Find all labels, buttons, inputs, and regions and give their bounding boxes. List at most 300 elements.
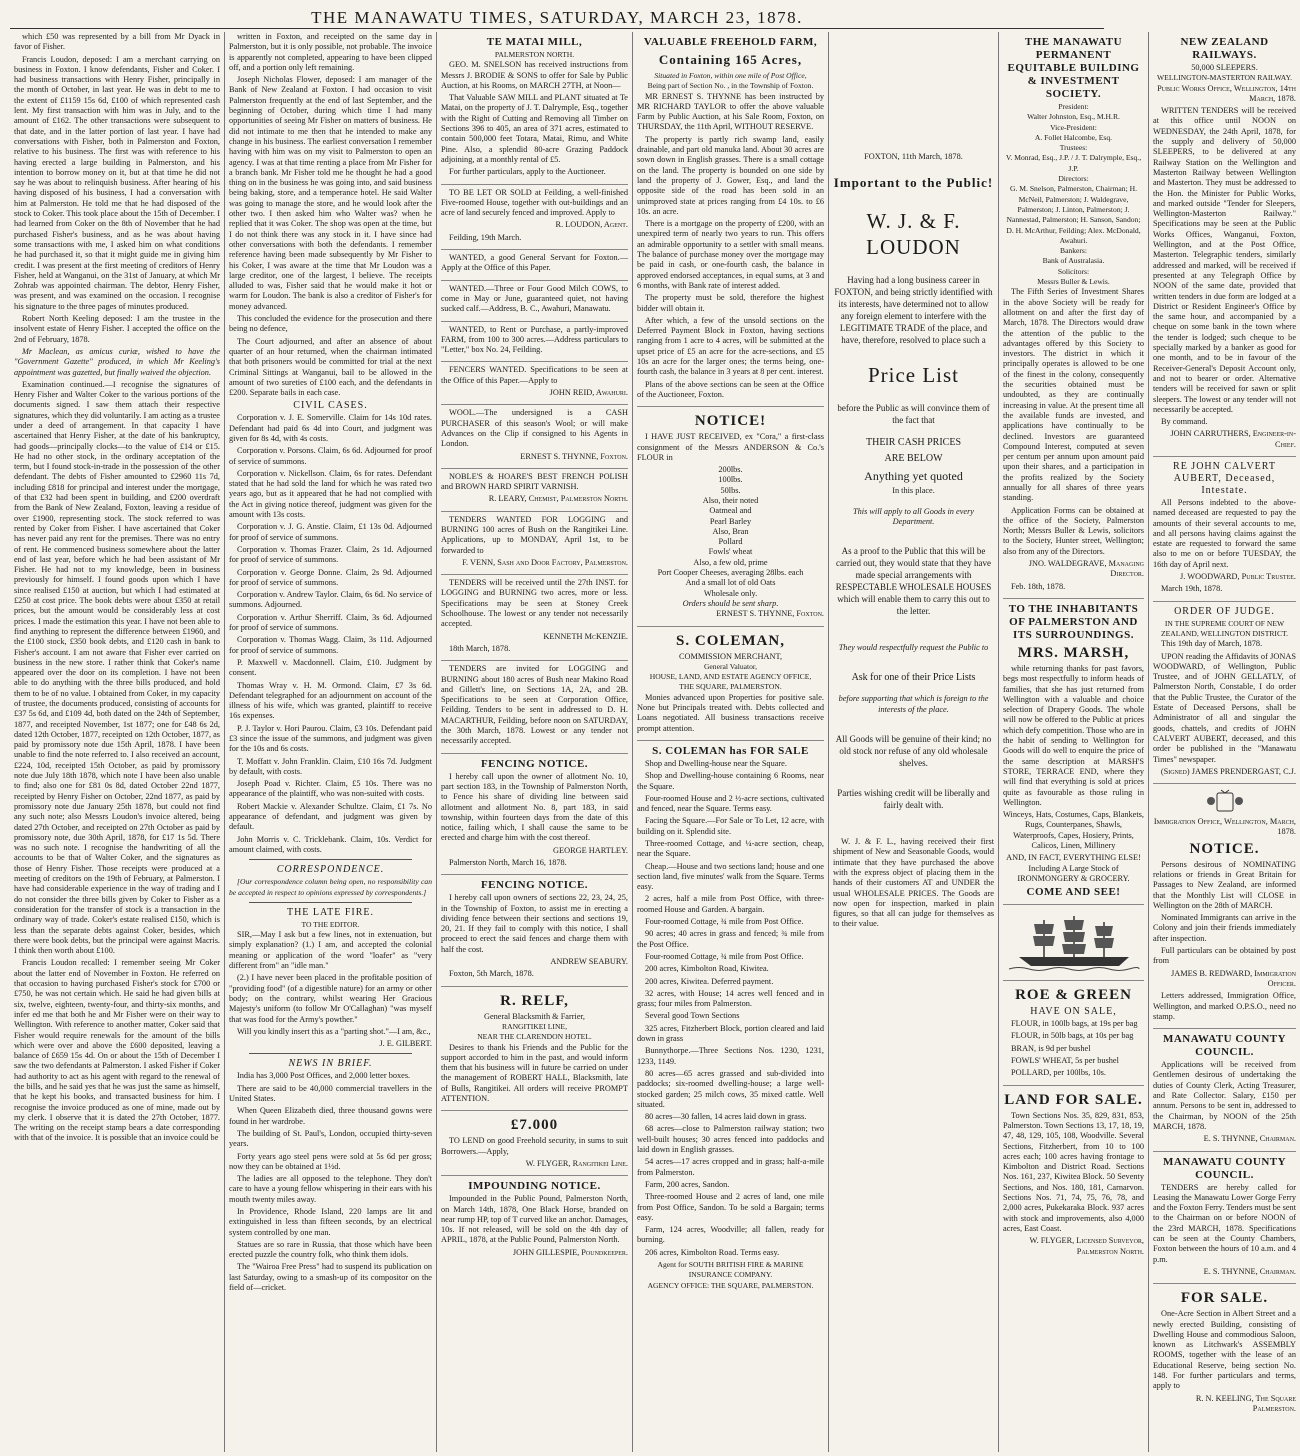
advert-freehold-farm: [637, 32, 824, 407]
advert-relf-blacksmith: [441, 987, 628, 1112]
advert-subtitle: HOUSE, LAND, AND ESTATE AGENCY OFFICE,: [649, 672, 812, 682]
spacer: [833, 655, 994, 663]
signature: J. E. GILBERT.: [379, 1039, 432, 1049]
advert-text: before the Public as will convince them of the fact that: [837, 403, 990, 426]
advert-text: Messrs Buller & Lewis.: [1037, 277, 1110, 287]
paragraph: Examination continued.—I recognise the signatures of Henry Fisher and Walter Coker to the various portions of the documents signed. I saw them attach their respective signatures, which they did voluntarily. I am acting as a trustee under a deed of arrangement. In that capacity I have ascertained that Henry Fisher, at the date of his bankruptcy, had goods—principally clocks—to the value of £14 or £15. He had no other stock, in the ordinary acceptation of the term, but I found stock-in-trade in the possession of the other defendant. The debts of Fisher amounted to £2960 11s 7d, including £818 for principal and interest under the mortgage, of that £32 had been spent in building, and £200 overdraft from the Bank of New Zealand, Foxton, leaving a residue of over £1900, representing stock. The stock referred to was rented by Coker from Fisher. I have ascertained that Coker has never paid any rent for the premises. There was no entry of rent. He commenced business somewhere about the latter end of last year, before which he had been assistant of Mr Fisher. He had not to my knowledge, been in business previously for himself. I found goods upon which I have since realised £150 at auction, but which I had estimated at £250 at cost price. The book debts were about £350 at retail prices, but the amount would be considerably less at cost prices. I made the estimation this year. I have not been able to find anything to represent the difference between £1960, and the £100 stock, £350 book debts, and £120 cash in bank to Fisher's account. I am not aware that Fisher ever carried on business in the new store. I rather think that Coker's name appeared over the door on its completion. I have not been able to do anything with the three bills produced, and hold them to be of no value. I obtained from Coker, in my capacity of trustee, the documents produced, consisting of accounts for £37 5s 6d, and £109 4d, both dated on the 24th of September, 1877, and receipted November, 1st 1877; one for £48 6s 2d, dated 12th October, 1877, receipted on 12th October, 1877, as paid by promissory note due 15th April, 1878. I have been unable to find the note referred to. I also received an account, £224, 10d, receipted 15th October, as paid by promissory note due July 18th 1878, which note I have been also unable to find; also one for £81 0s 8d, dated October 22nd 1877, receipted by Henry Fisher on October, 22nd 1877, as paid by promissory note due January 25th 1878, but could not find any such note; also Messrs Loudon's invoice altered, being dated 27th October, and receipted on 27th October as paid by promissory note, due 30th April, 1878, for £17 1s 5d. There was no such note. I recognise the handwriting of all the accounts to be that of Walter Coker, and the signatures as those of Henry Fisher. Those receipts were produced at a meeting of creditors on the 19th of February, at Palmerston. I have had considerable experience in the way of trading and I do not consider the three bills given by Coker to Fisher as a consideration for the transfer of stock is a transaction in the ordinary way of trade. Coker's estate realised £150, which is less than the separate debts against Coker, besides, which there were book debts, but the principal were against Macris. I think then worth about £100.: [14, 379, 221, 956]
advert-date: Palmerston North, March 16, 1878.: [449, 858, 567, 867]
advert-title: ORDER OF JUDGE.: [1174, 605, 1275, 617]
sailing-ship-icon: [1009, 912, 1139, 972]
advert-text: TENDERS WANTED FOR LOGGING and BURNING 100 acres of Bush on the Rangitikei Line. Applications, up to MONDAY, April 1st, to be forwarded to: [441, 514, 628, 555]
advert-tenders-venn: [441, 512, 628, 575]
letter-salutation: TO THE EDITOR.: [301, 919, 360, 929]
section-heading: CORRESPONDENCE.: [276, 864, 385, 876]
advert-text: Orders should be sent sharp.: [682, 598, 779, 608]
advert-text: Monies advanced upon Properties for positive sale. None but Principals treated with. Debts collected and Loans negotiated. All business transactions receive prompt attention.: [637, 692, 824, 733]
spacer: [833, 144, 994, 152]
advert-wool: [441, 405, 628, 468]
advert-title: FENCING NOTICE.: [480, 757, 589, 770]
spacer: [833, 80, 994, 88]
advert-heading: Price List: [867, 363, 960, 388]
advert-text: By command.: [1161, 417, 1208, 427]
sale-item: 325 acres, Fitzherbert Block, portion cleared and laid down in grass: [637, 1023, 824, 1044]
advert-text: TO BE LET OR SOLD at Feilding, a well-finished Five-roomed House, together with out-buildings and an acre of land securely fenced and improved. Apply to: [441, 187, 628, 218]
advert-subtitle: Being part of Section No. , in the Township of Foxton.: [647, 81, 814, 91]
signature: R. LOUDON, Agent.: [555, 220, 628, 230]
spacer: [833, 40, 994, 48]
advert-ship-illustration: [1003, 905, 1144, 981]
signature: F. VENN, Sash and Door Factory, Palmerston.: [462, 557, 628, 567]
spacer: [833, 194, 994, 202]
letter-title: THE LATE FIRE.: [286, 906, 375, 918]
signature: JAMES B. REDWARD, Immigration Officer.: [1171, 968, 1296, 988]
advert-text: Town Sections Nos. 35, 829, 831, 853, Palmerston. Town Sections 13, 17, 18, 19, 47, 48, 129, 105, 108, Woodville. Several Sections, Fitzherbert, from 10 to 100 acres each; 100 acres having frontage to Kimbolton and District Road. Sections Nos. 161, 237, Kiwitea Block. 50 Seventy Sections, and Nos. 180, 181, Carnarvon. Sections Nos. 71, 74, 75, 76, 78, and 2,000 acres, Pukekaraka Block. 937 acres with stock and improvements, also 4,000 acres, East Coast.: [1003, 1110, 1144, 1233]
spacer: [833, 88, 994, 96]
advert-text: W. J. & F. L., having received their first shipment of New and Seasonable Goods, would intimate that they have purchased the above with the express object of placing them in the hands of their customers AT and UNDER the usual WHOLESALE PRICES. The Goods are now open for inspection, marked in plain figures, so that all can judge for themselves as to their value.: [833, 837, 994, 929]
paragraph: Will you kindly insert this as a "parting shot."—I am, &c.,: [237, 1026, 431, 1036]
signature: KENNETH McKENZIE.: [543, 631, 628, 641]
sale-item: 80 acres—65 acres grassed and sub-divided into paddocks; six-roomed dwelling-house; a large well-stocked garden; 25 milch cows, 35 mixed cattle. Well situated.: [637, 1068, 824, 1109]
price-item: FLOUR, in 50lb bags, at 10s per bag: [1011, 1031, 1134, 1041]
advert-label: Solicitors:: [1057, 266, 1090, 276]
advert-label: Vice-President:: [1050, 122, 1097, 132]
spacer: [833, 725, 994, 733]
advert-text: G. M. Snelson, Palmerston, Chairman; H. McNeil, Palmerston; J. Waldegrave, Palmerston; J. Linton, Palmerston; J. Nannestad, Palmerston; H. Sanson, Sandon; D. H. McArthur, Feilding; Alex. McDonald, Awahuri.: [1006, 184, 1141, 245]
advert-date: Feb. 18th, 1878.: [1011, 581, 1066, 591]
advert-text: Agent for SOUTH BRITISH FIRE & MARINE INSURANCE COMPANY.: [657, 1259, 804, 1280]
column-4: [633, 32, 829, 1452]
sale-item: Farm, 124 acres, Woodville; all fallen, ready for burning.: [637, 1225, 824, 1245]
civil-case: Corporation v. George Donne. Claim, 2s 9d. Adjourned for proof of service of summons.: [229, 567, 432, 587]
advert-title: TE MATAI MILL,: [486, 36, 583, 48]
civil-case: T. Moffatt v. John Franklin. Claim, £10 16s 7d. Judgment by default, with costs.: [229, 756, 432, 776]
civil-case: Corporation v. Arthur Sherriff. Claim, 3s 6d. Adjourned for proof of service of summons.: [229, 612, 432, 633]
advert-title: MANAWATU COUNTY COUNCIL.: [1162, 1033, 1287, 1059]
advert-text: I hereby call upon owners of sections 22, 23, 24, 25, in the Township of Foxton, to assist me in erecting a dividing fence between their sections and sections 19, 20, 21. If they fail to comply with this notice, I shall proceed to erect the said fences and charge them with half the cost.: [441, 893, 628, 954]
civil-case: Corporation v. J. G. Anstie. Claim, £1 13s 0d. Adjourned for proof of service of summons.: [229, 522, 432, 542]
signature: R. N. KEELING, The Square Palmerston.: [1195, 1393, 1296, 1413]
advert-aubert-estate: [1153, 457, 1296, 602]
advert-text: All Persons indebted to the above-named deceased are requested to pay the amounts of their several accounts to me, and all persons having claims against the estate are requested to forward the same also to me on or before TUESDAY, the 16th day of April next.: [1153, 497, 1296, 569]
advert-item: 50lbs.: [720, 485, 741, 495]
advert-text: WANTED, to Rent or Purchase, a partly-improved FARM, from 100 to 300 acres.—Address particulars to "Letter," box No. 24, Feilding.: [441, 324, 628, 355]
advert-tenders-macarthur: [441, 661, 628, 753]
coat-of-arms-icon: [1205, 789, 1245, 815]
sale-item: Four-roomed House and 2 ½-acre sections, cultivated and fenced, near the Square. Terms easy.: [637, 793, 824, 814]
advert-text: TENDERS are hereby called for Leasing the Manawatu Lower Gorge Ferry and the Foxton Ferry. Tenders must be sent to the Chairman on or before NOON of the 23rd MARCH, 1878. Specifications can be seen at the County Chambers, Foxton between the hours of 10 a.m. and 4 p.m.: [1153, 1182, 1296, 1264]
signature: ANDREW SEABURY.: [550, 957, 628, 967]
column-5: [829, 32, 999, 1452]
advert-title: S. COLEMAN,: [676, 632, 785, 649]
signature: W. FLYGER, Licensed Surveyor, Palmerston North.: [1029, 1236, 1144, 1256]
advert-item: Port Cooper Cheeses, averaging 28lbs. each: [657, 568, 804, 578]
advert-text: Anything yet quoted: [864, 469, 963, 484]
advert-date: Feilding, 19th March.: [449, 232, 522, 242]
advert-subtitle: 50,000 SLEEPERS.: [1191, 63, 1258, 72]
spacer: [833, 635, 994, 643]
signature: JOHN CARRUTHERS, Engineer-in-Chief.: [1170, 429, 1296, 449]
spacer: [833, 619, 994, 627]
column-3: [437, 32, 633, 1452]
advert-text: I hereby call upon the owner of allotment No. 10, part section 183, in the Township of Palmerston North, to Fence his share of dividing line between said allotment and allotment No. 8, part 183, in said township, within fourteen days from the date of this notice, failing which, I shall cause the same to be erected and charge him with the cost thereof.: [441, 771, 628, 843]
advert-text: GEO. M. SNELSON has received instructions from Messrs J. BRODIE & SONS to offer for Sale by Public Auction, at his Rooms, on MARCH 27TH, at Noon—: [441, 60, 628, 90]
advert-text: That Valuable SAW MILL and PLANT situated at Te Matai, on the property of J. T. Dalrymple, Esq., together with the Right of Cutting and Removing all Timber on Sections 396 to 405, an area of 371 acres, estimated to contain 500,000 feet Totara, Matai, Rimu, and White Pine. Also, a splendid 80-acre Grazing Paddock adjoining, at a monthly rental of £5.: [441, 93, 628, 164]
spacer: [833, 64, 994, 72]
signature: E. S. THYNNE, Chairman.: [1203, 1134, 1296, 1144]
advert-wanted-servant: [441, 250, 628, 281]
advert-date: 18th March, 1878.: [449, 643, 511, 653]
advert-subtitle: RANGITIKEI LINE,: [502, 1021, 567, 1031]
advert-text: The property must be sold, therefore the highest bidder will obtain it.: [637, 293, 824, 313]
advert-impounding: [441, 1176, 628, 1264]
spacer: [833, 627, 994, 635]
signature: JOHN REID, Awahuri.: [549, 388, 628, 398]
sale-item: 80 acres—30 fallen, 14 acres laid down in grass.: [645, 1112, 807, 1122]
spacer: [833, 136, 994, 144]
spacer: [833, 829, 994, 837]
spacer: [833, 120, 994, 128]
sale-item: 68 acres—close to Palmerston railway station; two well-built houses; 30 acres fenced into paddocks and laid down in English grasses.: [637, 1124, 824, 1155]
spacer: [833, 821, 994, 829]
sale-item: Three-roomed House and 2 acres of land, one mile from Post Office, Sandon. To be sold a Bargain; terms easy.: [637, 1192, 824, 1222]
signature: JOHN GILLESPIE, Poundkeeper.: [512, 1247, 628, 1257]
civil-case: Corporation v. Thomas Wagg. Claim, 3s 11d. Adjourned for proof of service of summons.: [229, 635, 432, 655]
advert-building-society: [1003, 32, 1144, 599]
advert-date: March 19th, 1878.: [1161, 584, 1223, 594]
advert-text: TENDERS will be received until the 27th INST. for LOGGING and BURNING two acres, more or less. Specifications may be seen at Stoney Creek Schoolhouse. The lowest or any tender not necessarily accepted.: [441, 578, 628, 629]
spacer: [833, 32, 994, 40]
news-item: The "Wairoa Free Press" had to suspend its publication on last Saturday, owing to a smash-up of its compositor on the field of—cricket.: [229, 1262, 432, 1293]
advert-date: FOXTON, 11th March, 1878.: [864, 152, 963, 161]
advert-title: FENCING NOTICE.: [480, 879, 589, 892]
sale-item: Facing the Square.—For Sale or To Let, 12 acre, with building on it. Splendid site.: [637, 816, 824, 836]
spacer: [833, 686, 994, 694]
advert-text: Applications will be received from Gentlemen desirous of undertaking the duties of County Clerk, Acting Treasurer, and Rate Collector. Salary, £150 per annum. Persons to be sent in, addressed to the Chairman, by NOON of the 25th MARCH, 1878.: [1153, 1060, 1296, 1131]
news-item: Forty years ago steel pens were sold at 5s 6d per gross; now they can be obtained at 1½d.: [229, 1151, 432, 1171]
spacer: [833, 112, 994, 120]
civil-case: Corporation v. J. E. Somerville. Claim for 14s 10d rates. Defendant had paid 6s 4d into Court, and judgment was given for 8s 4d, with 4s costs.: [229, 413, 432, 443]
advert-label: Bankers:: [1060, 246, 1087, 256]
price-item: BRAN, is 9d per bushel: [1011, 1043, 1091, 1053]
civil-case: Corporation v. Thomas Frazer. Claim, 2s 1d. Adjourned for proof of service of summons.: [229, 544, 432, 565]
paragraph: (2.) I have never been placed in the profitable position of "providing food" (of a digestible nature) for an army or other body; on the contrary, whilst wearing Her Gracious Majesty's uniform (to follow Mr O'Callaghan) "was myself that was food for the Army's powther.": [229, 973, 432, 1024]
advert-label: Trustees:: [1059, 143, 1088, 153]
advert-title: R. RELF,: [500, 992, 569, 1009]
advert-subtitle: COMMISSION MERCHANT,: [678, 651, 783, 661]
spacer: [833, 537, 994, 545]
sale-item: 206 acres, Kimbolton Road. Terms easy.: [645, 1247, 780, 1257]
advert-text: before supporting that which is foreign to the interests of the place.: [838, 694, 989, 714]
advert-immigration-notice: [1153, 784, 1296, 1029]
advert-order-of-judge: [1153, 602, 1296, 784]
advert-text: Walter Johnston, Esq., M.H.R.: [1027, 112, 1120, 122]
advert-title: LAND FOR SALE.: [1004, 1091, 1143, 1108]
sale-item: Farm, 200 acres, Sandon.: [645, 1179, 730, 1189]
civil-case: Corporation v. Nickellson. Claim, 6s for rates. Defendant stated that he had sold the land for which he was rated two years ago, but as it appeared that he had not complied with the Act in giving notice thereof, judgment was given for the amount with 13s costs.: [229, 468, 432, 520]
advert-subtitle: THE SQUARE, PALMERSTON.: [679, 682, 782, 692]
civil-case: Thomas Wray v. H. M. Ormond. Claim, £7 3s 6d. Defendant telegraphed for an adjournment on account of the illness of his wife, which was granted, plaintiff to receive 16s expenses.: [229, 680, 432, 721]
advert-text: Full particulars can be obtained by post from: [1153, 946, 1296, 966]
news-item: There are said to be 40,000 commercial travellers in the United States.: [229, 1083, 432, 1104]
sale-item: 32 acres, with House; 14 acres well fenced and in grass; four miles from Palmerston.: [637, 988, 824, 1009]
advert-text: Bank of Australasia.: [1042, 256, 1105, 266]
signature: (Signed) JAMES PRENDERGAST, C.J.: [1160, 766, 1296, 776]
paragraph: Joseph Nicholas Flower, deposed: I am manager of the Bank of New Zealand at Foxton. I had occasion to visit Palmerston frequently at the end of last September, and the beginning of October, during which time I had many opportunities of seeing Mr Fisher on matters of business. He did not intimate to me then that he intended to make any change in his business. The earliest conversation I remember having with him was on my visit to Palmerston to open an agency. I was at that time renting a place from Mr Fisher for a branch bank. Mr Fisher told me he thought he had a good thing on in the business he was going into, and said business being baking, store, and a temperance hotel. He said Walter was going to manage the store, and he would look after the other two. I then asked him who Walter was? when he replied that it was Coker. The shop was open at the time, but I do not think there was any stock in it. I have since had other conversations with both the defendants. I remember reference having been made subsequently by Mr Fisher to his Coker, I was aware at the time that Mr Loudon was a large creditor, one of the largest, I believe. The receipts alluded to was, Fisher said that he would make it hot or warm for Loudon. The bank is also a creditor of Fisher's for money advanced.: [229, 75, 432, 311]
advert-text: They would respectfully request the Public to: [838, 643, 989, 653]
sale-item: 200 acres, Kiwitea. Deferred payment.: [645, 976, 774, 986]
advert-nz-railways: [1153, 32, 1296, 457]
advert-title: NEW ZEALAND RAILWAYS.: [1180, 36, 1269, 61]
sale-item: Four-roomed Cottage, ¾ mile from Post Office.: [645, 917, 804, 927]
advert-coleman: [637, 627, 824, 741]
section-heading: NEWS IN BRIEF.: [288, 1058, 373, 1070]
masthead: THE MANAWATU TIMES, SATURDAY, MARCH 23, 1878.: [10, 8, 1104, 29]
spacer: [833, 499, 994, 507]
advert-title: MANAWATU COUNTY COUNCIL.: [1162, 1155, 1287, 1181]
column-1: [10, 32, 225, 1452]
civil-case: Corporation v. Andrew Taylor. Claim, 6s 6d. No service of summons. Adjourned.: [229, 590, 432, 610]
advert-subtitle: WELLINGTON-MASTERTON RAILWAY.: [1157, 73, 1292, 83]
advert-text: Desires to thank his Friends and the Public for the support accorded to him in the past, and would inform them that his business will in future be carried on under the management of ROBERT HALL, Blacksmith, late of Bulls, Rangitikei. All orders will receive PROMPT ATTENTION.: [441, 1042, 628, 1104]
spacer: [833, 104, 994, 112]
advert-title: COME AND SEE!: [1026, 886, 1121, 899]
advert-text: Application Forms can be obtained at the office of the Society, Palmerston North; Messrs Buller & Lewis, solicitors to the Society, Hunter street, Wellington; also from any of the Directors.: [1003, 505, 1144, 556]
advert-item: Oatmeal and: [709, 506, 752, 516]
advert-firm-name: ROE & GREEN: [1015, 987, 1132, 1004]
sale-item: 54 acres—17 acres cropped and in grass; half-a-mile from Palmerston.: [637, 1157, 824, 1177]
sale-item: Four-roomed Cottage, ¾ mile from Post Office.: [645, 951, 804, 961]
advert-subtitle: HAVE ON SALE,: [1030, 1006, 1117, 1018]
advert-text: TO LEND on good Freehold security, in sums to suit Borrowers.—Apply,: [441, 1136, 628, 1156]
advert-text: For further particulars, apply to the Auctioneer.: [449, 167, 606, 177]
advert-wanted-farm: [441, 322, 628, 363]
advert-text: TENDERS are invited for LOGGING and BURNING about 180 acres of Bush near Makino Road and Gillett's line, on Sections 1A, 2A, and 2B. Specifications to be seen at Corporation Office, Feilding. Tenders to be sent in addressed to D. H. MACARTHUR, Feilding, before noon on SATURDAY, the 30th March, 1878. Lowest or any tender not necessarily accepted.: [441, 664, 628, 746]
sale-item: Shop and Dwelling-house containing 6 Rooms, near the Square.: [637, 771, 824, 791]
advert-to-let: [441, 185, 628, 250]
advert-item: Also, Bran: [712, 526, 749, 536]
divider: [249, 902, 412, 903]
paragraph: written in Foxton, and receipted on the same day in Palmerston, but it is only possible, not probable. The invoice is apparently not completed, appearing to have been clipped off, and a portion only left remaining.: [229, 32, 432, 72]
advert-text: WOOL.—The undersigned is a CASH PURCHASER of this season's Wool; or will make Advances on the Clip if consigned to his Agents in London.: [441, 408, 628, 449]
advert-wanted-cows: [441, 281, 628, 322]
advert-fencing-notice-seabury: [441, 875, 628, 986]
sale-item: Cheap.—House and two sections land; house and one section land, five minutes' walk from the Square. Terms easy.: [637, 861, 824, 892]
advert-text: The property is partly rich swamp land, easily drainable, and part old manuka land. About 30 acres are sown down in English grasses. There is a small cottage on the land. The property is bounded on one side by land the property of J. Gower, Esq., and land the opposite side of the road has been sold in an unimproved state at prices ranging from £4 10s. to £6 10s. an acre.: [637, 134, 824, 216]
advert-date: This 19th day of March, 1878.: [1161, 639, 1263, 649]
spacer: [833, 529, 994, 537]
advert-tenders-mckenzie: [441, 575, 628, 661]
price-item: FLOUR, in 100lb bags, at 19s per bag: [1011, 1019, 1138, 1029]
advert-title: FOR SALE.: [1180, 1290, 1269, 1307]
advert-item: 100lbs.: [718, 475, 743, 485]
advert-date: Immigration Office, Wellington, March, 1878.: [1153, 817, 1296, 837]
advert-title: NOTICE.: [1189, 840, 1260, 857]
section-heading: CIVIL CASES.: [293, 400, 368, 412]
advert-land-for-sale: [1003, 1086, 1144, 1263]
signature: JNO. WALDEGRAVE, Managing Director.: [1028, 559, 1144, 579]
advert-subtitle: PALMERSTON NORTH.: [494, 50, 575, 59]
advert-text: WRITTEN TENDERS will be received at this office until NOON on WEDNESDAY, the 24th April, 1878, for the supply and delivery of 50,000 SLEEPERS, to be delivered at any Railway Station on the Wellington and Masterton Railway between Wellington and Masterton. They must be addressed to the Hon. the Minister for Public Works, and marked outside "Tender for Sleepers, Wellington-Masterton Railway." Specifications may be seen at the Public Works Offices, Wanganui, Foxton, Wellington, and at the Post Office, Masterton. Telegraphic tenders, similarly addressed and marked, will be received if presented at any Telegraph Office by NOON of the same date, provided that written tenders in due form are lodged at a District or Resident Engineer's Office by the same hour, and accompanied by a cheque on some bank in the town where the tender is lodged; such cheque to be specially marked by a banker as good for one month, and to be in favour of the Receiver-General's Deposit Account only, and not to bearer or order. Alternative tenders will be received for sawn or split sleepers. The lowest or any tender will not necessarily be accepted.: [1153, 106, 1296, 414]
advert-title: RE JOHN CALVERT AUBERT, Deceased, Intestate.: [1173, 460, 1276, 496]
price-item: FOWLS' WHEAT, 5s per bushel: [1011, 1056, 1119, 1066]
advert-for-sale-keeling: [1153, 1284, 1296, 1420]
advert-text: Impounded in the Public Pound, Palmerston North, on March 14th, 1878, One Black Horse, branded on near rump HP, top of T curved like an anchor. Damages, 10s. If not released, will be sold on the 4th day of APRIL, 1878, at the Public Pound, Palmerston North.: [441, 1194, 628, 1245]
advert-date: Public Works Office, Wellington, 14th March, 1878.: [1157, 83, 1296, 103]
advert-subtitle: Containing 165 Acres,: [658, 52, 803, 67]
advert-item: Also, their noted: [702, 495, 759, 505]
spacer: [833, 266, 994, 274]
advert-mrs-marsh: [1003, 599, 1144, 905]
editor-note: [Our correspondence column being open, no responsibility can be accepted in respect to opinions expressed by correspondents.]: [229, 877, 432, 897]
price-item: POLLARD, per 100lbs, 10s.: [1011, 1068, 1106, 1078]
advert-firm-name: MRS. MARSH,: [1017, 644, 1130, 661]
advert-title: S. COLEMAN has FOR SALE: [652, 744, 809, 757]
advert-text: Winceys, Hats, Costumes, Caps, Blankets, Rugs, Counterpanes, Shawls, Waterproofs, Capes, Hosiery, Prints, Calicos, Linen, Millinery: [1003, 810, 1144, 850]
advert-date: Foxton, 5th March, 1878.: [449, 969, 534, 979]
advert-coleman-for-sale: [637, 741, 824, 1295]
advert-county-council-clerk: [1153, 1029, 1296, 1151]
news-item: Statues are so rare in Russia, that those which have been erected puzzle the country folk, who think them idols.: [229, 1239, 432, 1260]
advert-subtitle: IN THE SUPREME COURT OF NEW ZEALAND, WELLINGTON DISTRICT.: [1161, 618, 1288, 638]
advert-text: There is a mortgage on the property of £200, with an unexpired term of nearly two years to run. This offers an admirable opportunity to a settler with small means. The balance of purchase money over the mortgage may be paid in cash, or one-fourth cash, the balance in approved endorsed acceptances, in equal sums, at 3 and 6 months, with Bank rate of interest added.: [637, 219, 824, 290]
paragraph: Mr Maclean, as amicus curiæ, wished to have the "Government Gazette" produced, in which Mr Keeling's appointment was gazetted, but finally waived the objection.: [14, 346, 220, 377]
advert-item: Fowls' wheat: [708, 547, 753, 557]
paragraph: Robert North Keeling deposed: I am the trustee in the insolvent estate of Henry Fisher. I accepted the office on the 2nd of February, 1878.: [14, 314, 220, 344]
advert-text: FENCERS WANTED. Specifications to be seen at the Office of this Paper.—Apply to: [441, 365, 628, 385]
advert-text: After which, a few of the unsold sections on the Deferred Payment Block in Foxton, having sections ranging from 1 acre to 4 acres, will be submitted at the upset price of £5 an acre for the acre-sections, and £5 10s an acre for the larger ones; the terms being, one-fourth cash, the balance in 3 years at 8 per cent. interest.: [637, 315, 824, 377]
signature: ERNEST S. THYNNE, Foxton.: [520, 451, 628, 461]
advert-money-to-lend: [441, 1111, 628, 1176]
advert-fencers: [441, 362, 628, 405]
advert-text: I HAVE JUST RECEIVED, ex "Cora," a first-class consignment of the Messrs ANDERSON & Co.'s FLOUR in: [637, 432, 824, 462]
advert-item: Also, a few old, prime: [693, 557, 768, 567]
advert-text: The Fifth Series of Investment Shares in the above Society will be ready for allotment on and after the first day of March, 1878. The Directors would draw the attention of the public to the advantages offered by this Society to investors. The district in which it principally operates is allowed to be one of the finest in the colony, consequently the securities obtained must be undoubted, as they are continually increasing in value. At the present time all the available funds are invested, and applications have continually to be declined. Investors are guaranteed Compound Interest, computed at seven per centum per annum upon amount paid upon their shares, and a participation in the profits realized by the Society annually for all shares of three years standing.: [1003, 287, 1144, 503]
signature: GEORGE HARTLEY.: [553, 845, 628, 855]
paragraph: Francis Loudon, deposed: I am a merchant carrying on business in Foxton. I know defendants, Fisher and Coker. I had business transactions with Henry Fisher, principally in the month of October, in last year. He was in debt to me to the extent of £1159 15s 6d, £100 of which represented cash lent. My first transaction with him was in July, and to the amount of £162. The other transactions were subsequent to that date, and in the latter portion of last year. I have had conversations with Fisher, both in Palmerston and Foxton, relative to his business. The first was with reference to his having erected a large building in Palmerston, and his intention to borrow money on it, but at that time he did not say he was about to relinquish business. After hearing of his having disposed of his business, I had a conversation with him at Palmerston. He told me that he had disposed of the stock to Coker. This took place about the 15th of December. I had learned from Coker on the 8th of November that he had purchased Fisher's business, and as he was about having some transactions with me, I asked him on what conditions he had purchased it, so that it might guide me in giving him credit. I was present at the first meeting of creditors of Henry Fisher, held at Wanganui, on the 31st of January, at which Mr Zohrab was appointed chairman. The debtor, Henry Fisher, was present, and was examined on the occasion. I recognise his signature to the three pages of minutes produced.: [14, 54, 220, 311]
advert-text: All Goods will be genuine of their kind; no old stock nor refuse of any old wholesale shelves.: [835, 734, 992, 769]
advert-subtitle: NEAR THE CLARENDON HOTEL.: [477, 1032, 592, 1042]
advert-text: THEIR CASH PRICES: [865, 437, 961, 449]
sale-item: Several good Town Sections: [645, 1011, 740, 1021]
advert-item: And a small lot of old Oats: [685, 578, 776, 588]
advert-text: while returning thanks for past favors, begs most respectfully to inform heads of families, that she has just returned from Wellington with a valuable and choice selection of Drapery Goods. The whole will now be offered to the Public at prices which defy competition. Those who are in the habit of sending to Wellington for Goods will do well to enquire the price of the same description at MARSH'S STORE, TERRACE END, where they will find that everything is sold at prices quite as favourable as those ruling in Wellington.: [1003, 663, 1144, 807]
advert-subtitle: General Valuator,: [703, 661, 758, 671]
signature: ERNEST S. THYNNE, Foxton.: [716, 609, 824, 619]
advert-text: Nominated Immigrants can arrive in the Colony and join their friends immediately after inspection.: [1153, 913, 1296, 943]
paragraph: The Court adjourned, and after an absence of about quarter of an hour returned, when the chairman intimated that both prisoners would be committed for trial at the next Criminal Sittings at Wanganui, bail to be allowed in the amount of two sureties of £100 each, and the defendants in £200. Separate bails in each case.: [229, 336, 432, 398]
columns: [10, 32, 1296, 1452]
signature: W. FLYGER, Rangitikei Line.: [525, 1158, 628, 1168]
spacer: [833, 663, 994, 671]
sale-item: Shop and Dwelling-house near the Square.: [645, 758, 787, 768]
advert-roe-green: [1003, 981, 1144, 1085]
advert-title: TO THE INHABITANTS OF PALMERSTON AND ITS SURROUNDINGS.: [1008, 602, 1139, 641]
advert-item: Pollard: [718, 537, 743, 547]
advert-text: Parties wishing credit will be liberally and fairly dealt with.: [837, 788, 990, 811]
spacer: [833, 96, 994, 104]
advert-subtitle: General Blacksmith & Farrier,: [483, 1011, 586, 1021]
advert-french-polish: [441, 469, 628, 512]
news-item: In Providence, Rhode Island, 220 lamps are lit and extinguished in less than fifteen seconds, by an electrical system controlled by one man.: [229, 1206, 432, 1237]
civil-case: Corporation v. Porsons. Claim, 6s 6d. Adjourned for proof of service of summons.: [229, 446, 432, 466]
advert-text: Letters addressed, Immigration Office, Wellington, and marked O.P.S.O., need no stamp.: [1153, 991, 1296, 1021]
spacer: [833, 128, 994, 136]
column-6: [999, 32, 1149, 1452]
spacer: [833, 48, 994, 56]
advert-text: Persons desirous of NOMINATING relations or friends in Great Britain for Passages to New Zealand, are informed that the Monthly List will CLOSE in Wellington on the 28th of MARCH.: [1153, 859, 1296, 910]
advert-text: A. Follet Halcombe, Esq.: [1034, 132, 1113, 142]
spacer: [833, 348, 994, 356]
spacer: [833, 164, 994, 172]
advert-title: NOTICE!: [694, 413, 767, 430]
advert-text: Wholesale only.: [703, 588, 758, 598]
civil-case: Joseph Poad v. Richter. Claim, £5 10s. There was no appearance of the plaintiff, who was non-suited with costs.: [229, 779, 432, 799]
sale-item: Three-roomed Cottage, and ¼-acre section, cheap, near the Square.: [637, 839, 824, 859]
spacer: [833, 779, 994, 787]
signature: R. LEARY, Chemist, Palmerston North.: [488, 494, 628, 504]
civil-case: P. Maxwell v. Macdonnell. Claim, £10. Judgment by consent.: [229, 657, 432, 678]
advert-matai-mill: [441, 32, 628, 185]
news-item: India has 3,000 Post Offices, and 2,000 letter boxes.: [237, 1071, 411, 1081]
advert-item: Pearl Barley: [709, 516, 752, 526]
spacer: [833, 394, 994, 402]
advert-text: NOBLE'S & HOARE'S BEST FRENCH POLISH and BROWN HARD SPIRIT VARNISH.: [441, 471, 628, 492]
advert-text: AGENCY OFFICE: THE SQUARE, PALMERSTON.: [647, 1280, 814, 1290]
advert-text: Having had a long business career in FOXTON, and being strictly identified with its interests, have determined not to allow any foreign element to interfere with the LEGITIMATE TRADE of the place, and have, therefore, resolved to place such a: [834, 275, 993, 346]
advert-text: Plans of the above sections can be seen at the Office of the Auctioneer, Foxton.: [637, 379, 824, 399]
sale-item: Bunnythorpe.—Three Sections Nos. 1230, 1231, 1233, 1149.: [637, 1046, 824, 1066]
column-2: [225, 32, 437, 1452]
paragraph: which £50 was represented by a bill from Mr Dyack in favor of Fisher.: [14, 32, 220, 52]
paragraph: Francis Loudon recalled: I remember seeing Mr Coker about the latter end of November in Foxton. He referred on that occasion to having purchased Fisher's stock for £700 or £750, he was not certain which. He said he had given bills at six, twelve, eighteen, twenty-four, and thirty-six months, and infer ed me that both he and Mr Fisher were on their way to Wellington. With reference to another matter, Coker said that Fisher would require renewals for the amount of the bills which were over and above the £600 deposited, leaving a balance of £659 15s 4d. On or about the 15th of December I saw the two defendants at Palmerston. I asked Fisher if Coker had authority to act as his agent with regard to the renewal of the bills, and he said yes that he was just the same as himself, that he kept his books, and transacted business for him. I recognise the invoice produced as one of mine, made out by my clerk. I observe that it is dated the 27th October, 1877. The writing on the receipt stamp bears a date corresponding with that of the invoice. It is possible that an invoice could be: [14, 958, 220, 1143]
divider: [249, 859, 412, 860]
signature: J. WOODWARD, Public Trustee.: [1180, 572, 1296, 582]
advert-text: UPON reading the Affidavits of JONAS WOODWARD, of Wellington, Public Trustee, and of JOHN GELLATLY, of Palmerston North, Constable, I do order that the Public Trustee, the Curator of the Estate of Deceased Persons, shall be Administrator of all and singular the goods, chattels, and credits of JOHN CALVERT AUBERT, deceased, and this order be published in the "Manawatu Times" newspaper.: [1153, 651, 1296, 764]
advert-text: AND, IN FACT, EVERYTHING ELSE! Including A Large Stock of IRONMONGERY & GROCERY.: [1006, 853, 1141, 883]
spacer: [833, 717, 994, 725]
news-item: When Queen Elizabeth died, three thousand gowns were found in her wardrobe.: [229, 1106, 432, 1126]
civil-case: John Morris v. C. Tricklebank. Claim, 10s. Verdict for amount claimed, with costs.: [229, 834, 432, 854]
advert-text: WANTED, a good General Servant for Foxton.—Apply at the Office of this Paper.: [441, 253, 628, 273]
paragraph: This concluded the evidence for the prosecution and there being no defence,: [229, 314, 432, 334]
sale-item: 90 acres; 40 acres in grass and fenced; ¾ mile from the Post Office.: [637, 929, 824, 949]
spacer: [833, 813, 994, 821]
paragraph: SIR,—May I ask but a few lines, not in extenuation, but simply explanation? (1.) I am, and accepted the colonial meaning or application of the word "loafer" as "very different from" an "idle man.": [229, 930, 432, 971]
advert-title: Important to the Public!: [833, 175, 994, 191]
news-item: The building of St. Paul's, London, occupied thirty-seven years.: [229, 1128, 432, 1149]
advert-title: IMPOUNDING NOTICE.: [468, 1180, 601, 1193]
civil-case: P. J. Taylor v. Hori Paurou. Claim, £3 10s. Defendant paid £3 since the issue of the summons, and judgment was given for the 10s and 6s costs.: [229, 723, 432, 754]
advert-text: This will apply to all Goods in every Department.: [853, 506, 974, 526]
advert-fencing-notice-hartley: [441, 754, 628, 876]
column-7: [1149, 32, 1300, 1452]
advert-text: In this place.: [892, 486, 935, 496]
spacer: [833, 428, 994, 436]
divider: [249, 1053, 412, 1054]
spacer: [833, 56, 994, 64]
advert-text: ARE BELOW: [884, 453, 943, 465]
advert-flour-notice: [637, 407, 824, 626]
sale-item: 2 acres, half a mile from Post Office, with three-roomed House and Garden. A bargain.: [637, 894, 824, 914]
advert-item: 200lbs.: [718, 465, 743, 475]
advert-title: VALUABLE FREEHOLD FARM,: [643, 36, 818, 48]
civil-case: Robert Mackie v. Alexander Schultze. Claim, £1 7s. No appearance of defendant, and judgment was given by default.: [229, 801, 432, 832]
advert-label: President:: [1058, 102, 1089, 111]
advert-text: MR ERNEST S. THYNNE has been instructed by MR RICHARD TAYLOR to offer the above valuable Farm by Public Auction, at his Sale Room, Foxton, on THURSDAY, the 11th April, WITHOUT RESERVE.: [637, 91, 824, 132]
advert-title: THE MANAWATU PERMANENT EQUITABLE BUILDING & INVESTMENT SOCIETY.: [1007, 36, 1140, 100]
advert-amount: £7.000: [510, 1117, 559, 1134]
advert-text: WANTED.—Three or Four Good Milch COWS, to come in May or June, guaranteed quiet, not having sucked calf.—Address, B. C., Awahuri, Manawatu.: [441, 283, 628, 314]
